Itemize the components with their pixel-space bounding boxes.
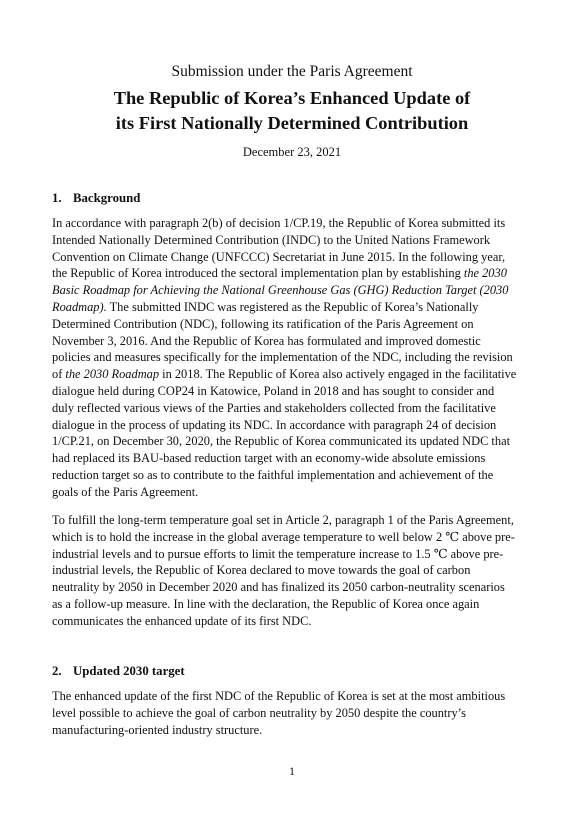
text-line xyxy=(52,366,534,383)
section-1-title: Background xyxy=(73,191,141,205)
text-line: communicates the enhanced update of its first NDC. xyxy=(52,613,312,628)
page-number: 1 xyxy=(289,764,295,778)
text-line: manufacturing-oriented industry structure. xyxy=(52,722,263,737)
text-segment: of xyxy=(52,367,66,382)
text-line: Convention on Climate Change (UNFCCC) Secretariat in June 2015. In the following year, xyxy=(52,249,506,264)
italic-text: the 2030 Roadmap xyxy=(65,367,160,382)
text-line: 1/CP.21, on December 30, 2020, the Republic of Korea communicated its updated NDC that xyxy=(52,434,511,449)
background-paragraph-1 xyxy=(52,215,534,501)
document-subtitle: Submission under the Paris Agreement xyxy=(171,63,413,80)
text-line xyxy=(52,299,534,316)
text-line: To fulfill the long-term temperature goal set in Article 2, paragraph 1 of the Paris Agreement, xyxy=(52,513,514,527)
document-title xyxy=(0,86,584,136)
text-line: had replaced its BAU-based reduction target with an economy-wide absolute emissions xyxy=(52,451,486,466)
text-line: duly reflected various views of the Parties and stakeholders collected from the facilitative xyxy=(52,400,496,415)
text-line: neutrality by 2050 in December 2020 and has finalized its 2050 carbon-neutrality scenarios xyxy=(52,580,505,595)
text-line: industrial levels and to pursue efforts to limit the temperature increase to 1.5 ℃ above pre- xyxy=(52,546,504,561)
italic-text: the 2030 xyxy=(463,266,507,281)
text-line: goals of the Paris Agreement. xyxy=(52,484,199,499)
section-2-title: Updated 2030 target xyxy=(73,664,185,678)
title-line-1: The Republic of Korea’s Enhanced Update of xyxy=(113,88,471,108)
text-line xyxy=(52,265,534,282)
section-1-number: 1. xyxy=(52,191,62,205)
section-2-heading xyxy=(52,664,185,679)
text-segment: The submitted INDC was registered as the Republic of Korea’s Nationally xyxy=(106,299,479,314)
text-line: Intended Nationally Determined Contribution (INDC) to the United Nations Framework xyxy=(52,232,491,247)
target-paragraph-1 xyxy=(52,688,534,738)
text-line: as a follow-up measure. In line with the declaration, the Republic of Korea once again xyxy=(52,596,480,611)
text-line: Determined Contribution (NDC), following its ratification of the Paris Agreement on xyxy=(52,316,474,331)
title-line-2: its First Nationally Determined Contribution xyxy=(115,113,469,133)
text-line: reduction target so as to contribute to the faithful implementation and achievement of the xyxy=(52,467,494,482)
text-line: industrial levels, the Republic of Korea declared to move towards the goal of carbon xyxy=(52,563,471,578)
text-segment: in 2018. The Republic of Korea also actively engaged in the facilitative xyxy=(159,367,517,382)
text-line: level possible to achieve the goal of carbon neutrality by 2050 despite the country’s xyxy=(52,705,466,720)
text-line: The enhanced update of the first NDC of the Republic of Korea is set at the most ambitious xyxy=(52,689,506,703)
text-segment: the Republic of Korea introduced the sectoral implementation plan by establishing xyxy=(52,266,464,281)
background-paragraph-2 xyxy=(52,512,534,630)
section-2-number: 2. xyxy=(52,664,62,678)
section-1-heading xyxy=(52,191,140,206)
text-line: policies and measures specifically for the implementation of the NDC, including the revision xyxy=(52,350,513,365)
italic-text: Roadmap). xyxy=(52,299,107,314)
italic-text: Basic Roadmap for Achieving the National Greenhouse Gas (GHG) Reduction Target (2030 xyxy=(52,283,509,298)
text-line xyxy=(52,282,534,299)
document-date: December 23, 2021 xyxy=(242,145,342,159)
text-line: which is to hold the increase in the global average temperature to well below 2 ℃ above pre- xyxy=(52,529,515,544)
text-line: November 3, 2016. And the Republic of Korea has formulated and improved domestic xyxy=(52,333,481,348)
text-line: In accordance with paragraph 2(b) of decision 1/CP.19, the Republic of Korea submitted its xyxy=(52,216,506,230)
text-line: dialogue held during COP24 in Katowice, Poland in 2018 and has sought to consider and xyxy=(52,383,495,398)
text-line: dialogue in the process of updating its NDC. In accordance with paragraph 24 of decision xyxy=(52,417,497,432)
